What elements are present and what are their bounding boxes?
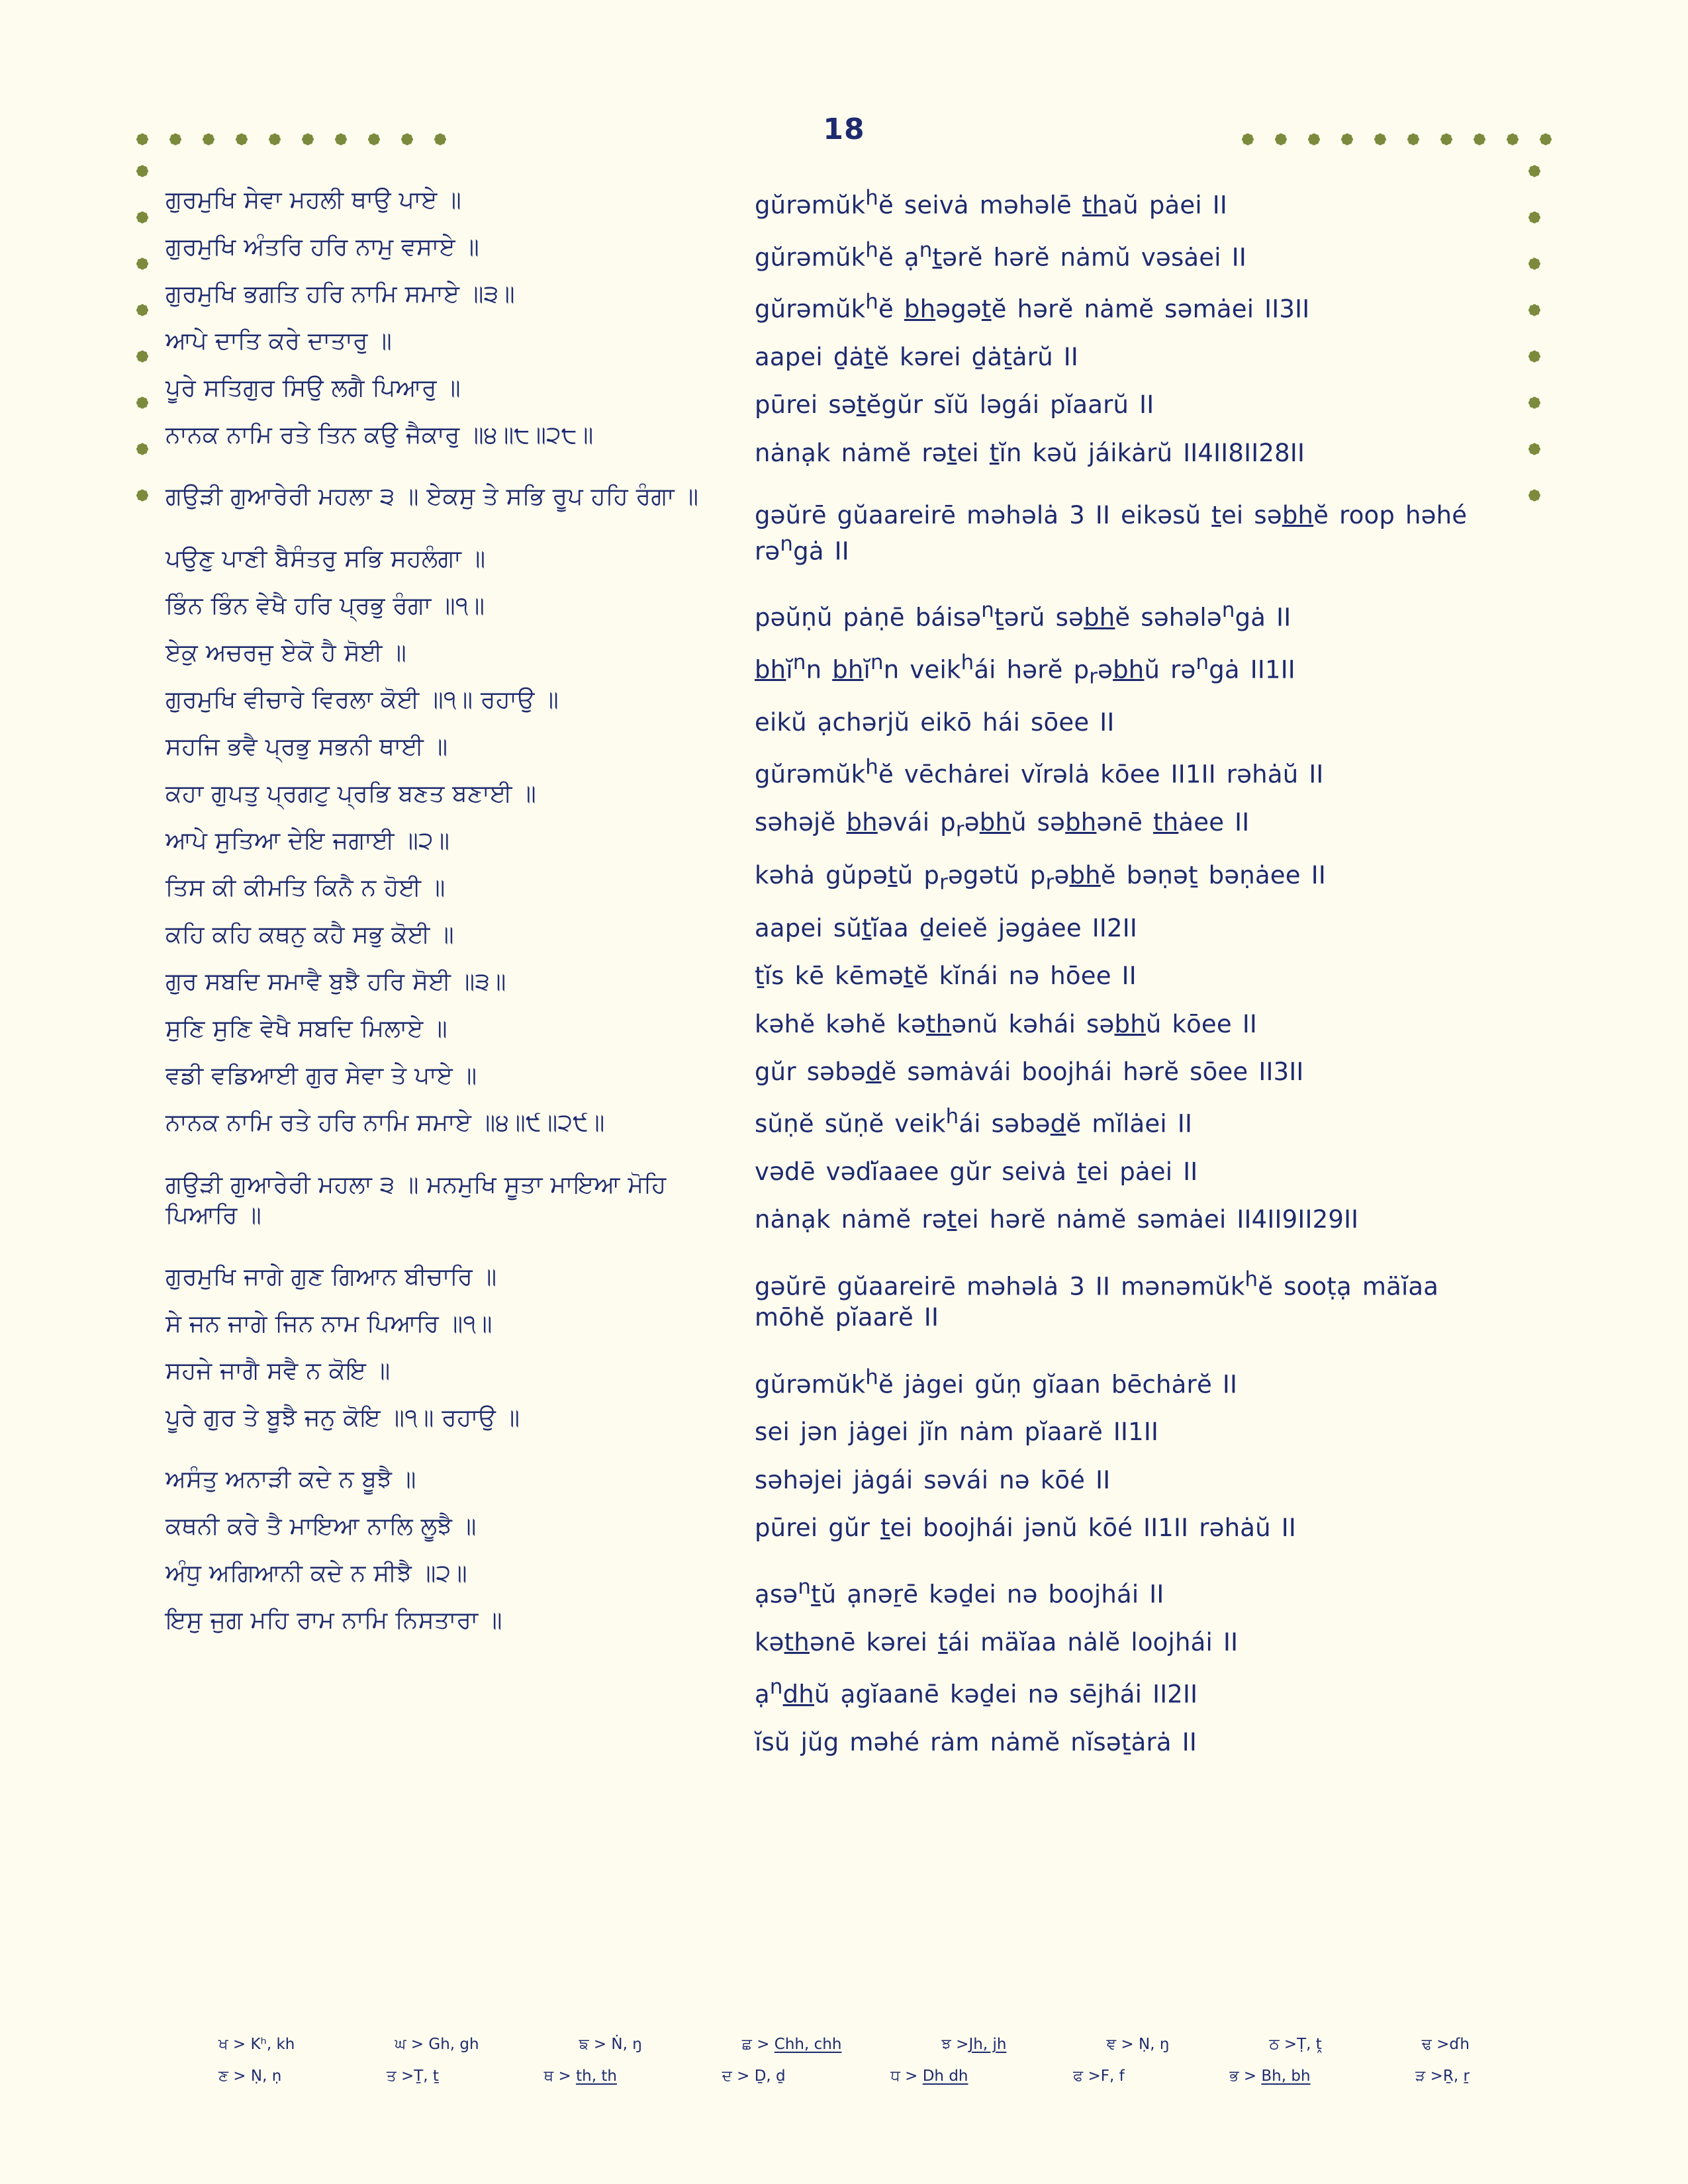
- legend-entry: ਧ > Dh dh: [890, 2068, 968, 2085]
- flower-icon: [1274, 132, 1288, 146]
- transliteration-line: pūrei gŭr tei boojhái jənŭ kōé II1II rəhȧŭ II: [755, 1514, 1296, 1543]
- flower-icon: [136, 164, 149, 177]
- decor-flowers-top-left: [136, 132, 447, 146]
- transliteration-line: səhəjei jȧgái səvái nə kōé II: [755, 1465, 1111, 1494]
- flower-icon: [1374, 132, 1387, 146]
- flower-icon: [1528, 349, 1541, 363]
- flower-icon: [1340, 132, 1354, 146]
- legend-entry: ਠ >Ṭ, ṱ: [1269, 2036, 1322, 2053]
- legend-entry: ਦ > Ḏ, ḏ: [722, 2068, 786, 2085]
- transliteration-line: gəŭrē gŭaareirē məhəlȧ 3 II mənəmŭk$^h$ĕ sooṭạ mäĭaa mōhĕ pĭaarĕ II: [755, 1267, 1439, 1332]
- flower-icon: [136, 442, 149, 455]
- gurmukhi-line: ਸੇ ਜਨ ਜਾਗੇ ਜਿਨ ਨਾਮ ਪਿਆਰਿ ॥੧॥: [165, 1310, 492, 1338]
- legend-entry: ਣ > Ṇ, ṇ: [218, 2068, 282, 2085]
- flower-icon: [400, 132, 414, 146]
- gurmukhi-line: ਕਥਨੀ ਕਰੇ ਤੈ ਮਾਇਆ ਨਾਲਿ ਲੂਝੈ ॥: [165, 1513, 477, 1541]
- gurmukhi-line: ਤਿਸ ਕੀ ਕੀਮਤਿ ਕਿਨੈ ਨ ਹੋਈ ॥: [165, 874, 445, 902]
- page-number: 18: [823, 113, 865, 146]
- gurmukhi-line: ਸਹਜੇ ਜਾਗੈ ਸਵੈ ਨ ਕੋਇ ॥: [165, 1357, 391, 1385]
- flower-icon: [1407, 132, 1420, 146]
- gurmukhi-line: ਗੁਰਮੁਖਿ ਭਗਤਿ ਹਰਿ ਨਾਮਿ ਸਮਾਏ ॥੩॥: [165, 281, 515, 308]
- flower-icon: [1528, 396, 1541, 409]
- gurmukhi-line: ਆਪੇ ਦਾਤਿ ਕਰੇ ਦਾਤਾਰੁ ॥: [165, 328, 393, 355]
- gurmukhi-line: ਗੁਰਮੁਖਿ ਸੇਵਾ ਮਹਲੀ ਥਾਉ ਪਾਏ ॥: [165, 187, 462, 214]
- gurmukhi-line: ਗੁਰਮੁਖਿ ਜਾਗੇ ਗੁਣ ਗਿਆਨ ਬੀਚਾਰਿ ॥: [165, 1263, 497, 1291]
- transliteration-line: sei jən jȧgei jĭn nȧm pĭaarĕ II1II: [755, 1418, 1159, 1447]
- legend-entry: ਞ > Ṇ, ŋ: [1106, 2036, 1170, 2053]
- flower-icon: [235, 132, 248, 146]
- legend-entry: ਖ > Kʰ, kh: [218, 2036, 295, 2053]
- transliteration-line: gəŭrē gŭaareirē məhəlȧ 3 II eikəsŭ tei səbhĕ roop həhé rə$^n$gȧ II: [755, 501, 1468, 565]
- transliteration-line: kəhĕ kəhĕ kəthənŭ kəhái səbhŭ kōee II: [755, 1009, 1258, 1038]
- transliteration-line: ĭsŭ jŭg məhé rȧm nȧmĕ nĭsəṯȧrȧ II: [755, 1728, 1197, 1757]
- gurmukhi-line: ਕਹਾ ਗੁਪਤੁ ਪ੍ਰਗਟੁ ਪ੍ਰਭਿ ਬਣਤ ਬਣਾਈ ॥: [165, 780, 537, 807]
- page-content: [165, 185, 1523, 1775]
- transliteration-line: aapei sŭtĭ̇aa ḏeieĕ jəgȧee II2II: [755, 913, 1137, 942]
- transliteration-line: aapei ḏȧtĕ kərei ḏȧṯȧrŭ II: [755, 343, 1079, 372]
- legend-entry: ਘ > Gh, gh: [395, 2036, 479, 2053]
- gurmukhi-line: ਏਕੁ ਅਚਰਜੁ ਏਕੋ ਹੈ ਸੋਈ ॥: [165, 639, 407, 666]
- legend-row-2: [218, 2068, 1470, 2085]
- flower-icon: [136, 488, 149, 502]
- transliteration-line: vədē vədĭ̇aaee gŭr seivȧ tei pȧei II: [755, 1157, 1198, 1186]
- decor-flowers-top-right: [1241, 132, 1552, 146]
- legend-entry: ਢ >ɗh: [1421, 2036, 1470, 2053]
- transliteration-line: gŭrəmŭk$^h$ĕ seivȧ məhəlē thaŭ pȧei II: [755, 186, 1228, 220]
- decor-flowers-left: [136, 164, 149, 502]
- transliteration-line: kəthənē kərei tái mäĭaa nȧlĕ loojhái II: [755, 1628, 1239, 1657]
- transliteration-column: [755, 185, 1509, 1775]
- transliteration-line: gŭrəmŭk$^h$ĕ jȧgei gŭṇ gĭaan bēchȧrĕ II: [755, 1365, 1238, 1398]
- transliteration-line: pūrei sətĕgŭr sĭŭ ləgái pĭaarŭ II: [755, 390, 1154, 420]
- transliteration-line: nȧnạk nȧmĕ rətei hərĕ nȧmĕ səmȧei II4II9II29II: [755, 1205, 1359, 1234]
- gurmukhi-line: ਇਸੁ ਜੁਗ ਮਹਿ ਰਾਮ ਨਾਮਿ ਨਿਸਤਾਰਾ ॥: [165, 1607, 502, 1635]
- legend-entry: ਤ >Ṯ, ṯ: [386, 2068, 439, 2085]
- flower-icon: [301, 132, 314, 146]
- transliteration-line: nȧnạk nȧmĕ rətei tĭn kəŭ jáikȧrŭ II4II8II28II: [755, 438, 1305, 467]
- pronunciation-legend: [218, 2036, 1470, 2099]
- flower-icon: [1528, 257, 1541, 270]
- legend-entry: ਫ >F, f: [1073, 2068, 1125, 2085]
- gurmukhi-line: ਪੂਰੇ ਗੁਰ ਤੇ ਬੂਝੈ ਜਨੁ ਕੋਇ ॥੧॥ ਰਹਾਉ ॥: [165, 1404, 520, 1432]
- flower-icon: [136, 349, 149, 363]
- transliteration-line: gŭrəmŭk$^h$ĕ vēchȧrei vĭrəlȧ kōee II1II rəhȧŭ II: [755, 755, 1324, 789]
- transliteration-line: pəŭṇŭ pȧṇē báisə$^n$ṯərŭ səbhĕ səhələ$^n$gȧ II: [755, 598, 1291, 632]
- flower-icon: [434, 132, 447, 146]
- flower-icon: [367, 132, 381, 146]
- flower-icon: [1528, 210, 1541, 224]
- flower-icon: [136, 210, 149, 224]
- legend-entry: ੜ >Ṟ, ṟ: [1415, 2068, 1470, 2085]
- transliteration-line: ṯĭs kē kēmətĕ kĭnái nə hōee II: [755, 962, 1137, 991]
- decor-flowers-right: [1528, 164, 1541, 502]
- flower-icon: [1473, 132, 1486, 146]
- transliteration-line: gŭr səbədĕ səmȧvái boojhái hərĕ sōee II3II: [755, 1057, 1304, 1086]
- flower-icon: [169, 132, 182, 146]
- legend-row-1: [218, 2036, 1470, 2053]
- gurmukhi-column: [165, 185, 715, 1775]
- flower-icon: [136, 303, 149, 316]
- transliteration-line: kəhȧ gŭpətŭ $p_rəgətŭ$ $p_rəbhĕ$ bəṇəṯ bəṇȧee II: [755, 860, 1326, 895]
- gurmukhi-line: ਭਿੰਨ ਭਿੰਨ ਵੇਖੈ ਹਰਿ ਪ੍ਰਭੁ ਰੰਗਾ ॥੧॥: [165, 592, 485, 619]
- gurmukhi-line: ਨਾਨਕ ਨਾਮਿ ਰਤੇ ਹਰਿ ਨਾਮਿ ਸਮਾਏ ॥੪॥੯॥੨੯॥: [165, 1109, 605, 1137]
- transliteration-line: gŭrəmŭk$^h$ĕ ạ$^n$tərĕ hərĕ nȧmŭ vəsȧei II: [755, 238, 1246, 272]
- flower-icon: [1241, 132, 1254, 146]
- flower-icon: [1506, 132, 1519, 146]
- flower-icon: [268, 132, 281, 146]
- flower-icon: [136, 396, 149, 409]
- gurmukhi-line: ਕਹਿ ਕਹਿ ਕਥਨੁ ਕਹੈ ਸਭੁ ਕੋਈ ॥: [165, 921, 454, 949]
- transliteration-line: səhəjĕ bhəvái $p_rəbhŭ$ səbhənē thȧee II: [755, 808, 1250, 842]
- gurmukhi-line: ਗਉੜੀ ਗੁਆਰੇਰੀ ਮਹਲਾ ੩ ॥ ਮਨਮੁਖਿ ਸੂਤਾ ਮਾਇਆ ਮੋਹਿ ਪਿਆਰਿ ॥: [165, 1171, 667, 1229]
- flower-icon: [1307, 132, 1321, 146]
- flower-icon: [202, 132, 215, 146]
- legend-entry: ਭ > Bh, bh: [1229, 2068, 1311, 2085]
- flower-icon: [1528, 303, 1541, 316]
- flower-icon: [334, 132, 348, 146]
- flower-icon: [1528, 442, 1541, 455]
- gurmukhi-line: ਸੁਣਿ ਸੁਣਿ ਵੇਖੈ ਸਬਦਿ ਮਿਲਾਏ ॥: [165, 1015, 447, 1043]
- flower-icon: [1440, 132, 1453, 146]
- gurmukhi-line: ਗੁਰ ਸਬਦਿ ਸਮਾਵੈ ਬੁਝੈ ਹਰਿ ਸੋਈ ॥੩॥: [165, 968, 506, 996]
- legend-entry: ਛ > Chh, chh: [741, 2036, 842, 2053]
- gurmukhi-line: ਸਹਜਿ ਭਵੈ ਪ੍ਰਭੁ ਸਭਨੀ ਥਾਈ ॥: [165, 733, 448, 760]
- gurmukhi-line: ਆਪੇ ਸੁਤਿਆ ਦੇਇ ਜਗਾਈ ॥੨॥: [165, 827, 450, 855]
- gurmukhi-line: ਗੁਰਮੁਖਿ ਅੰਤਰਿ ਹਰਿ ਨਾਮੁ ਵਸਾਏ ॥: [165, 234, 480, 261]
- transliteration-line: sŭṇĕ sŭṇĕ veik$^h$ái səbədĕ mĭlȧei II: [755, 1105, 1193, 1138]
- transliteration-line: eikŭ ạchərjŭ eikō hái sōee II: [755, 708, 1115, 737]
- legend-entry: ਝ >Jh, jh: [941, 2036, 1007, 2053]
- flower-icon: [1539, 132, 1552, 146]
- legend-entry: ਙ > Ṅ, ŋ: [579, 2036, 642, 2053]
- transliteration-line: ạsə$^n$tŭ ạnəṟē kəḏei nə boojhái II: [755, 1575, 1164, 1609]
- gurmukhi-line: ਗੁਰਮੁਖਿ ਵੀਚਾਰੇ ਵਿਰਲਾ ਕੋਈ ॥੧॥ ਰਹਾਉ ॥: [165, 686, 559, 713]
- transliteration-line: gŭrəmŭk$^h$ĕ bhəgətĕ hərĕ nȧmĕ səmȧei II3II: [755, 290, 1310, 324]
- flower-icon: [1528, 488, 1541, 502]
- flower-icon: [1528, 164, 1541, 177]
- gurmukhi-line: ਗਉੜੀ ਗੁਆਰੇਰੀ ਮਹਲਾ ੩ ॥ ਏਕਸੁ ਤੇ ਸਭਿ ਰੂਪ ਹਹਿ ਰੰਗਾ ॥: [165, 483, 699, 511]
- gurmukhi-line: ਪੂਰੇ ਸਤਿਗੁਰ ਸਿਉ ਲਗੈ ਪਿਆਰੁ ॥: [165, 375, 461, 402]
- flower-icon: [136, 132, 149, 146]
- transliteration-line: ạ$^n$dhŭ ạgĭaanē kəḏei nə sējhái II2II: [755, 1675, 1198, 1709]
- gurmukhi-line: ਅਸੰਤੁ ਅਨਾੜੀ ਕਦੇ ਨ ਬੂਝੈ ॥: [165, 1466, 416, 1494]
- gurmukhi-line: ਪਉਣੁ ਪਾਣੀ ਬੈਸੰਤਰੁ ਸਭਿ ਸਹਲੰਗਾ ॥: [165, 545, 486, 572]
- gurmukhi-line: ਅੰਧੁ ਅਗਿਆਨੀ ਕਦੇ ਨ ਸੀਝੈ ॥੨॥: [165, 1560, 467, 1588]
- gurmukhi-line: ਨਾਨਕ ਨਾਮਿ ਰਤੇ ਤਿਨ ਕਉ ਜੈਕਾਰੁ ॥੪॥੮॥੨੮॥: [165, 422, 594, 449]
- gurmukhi-line: ਵਡੀ ਵਡਿਆਈ ਗੁਰ ਸੇਵਾ ਤੇ ਪਾਏ ॥: [165, 1062, 477, 1090]
- transliteration-line: bhĭ$^n$n bhĭ$^n$n veik$^h$ái hərĕ $p_rəbhŭ$ rə$^n$gȧ II1II: [755, 650, 1295, 689]
- legend-entry: ਥ > th, th: [543, 2068, 617, 2085]
- flower-icon: [136, 257, 149, 270]
